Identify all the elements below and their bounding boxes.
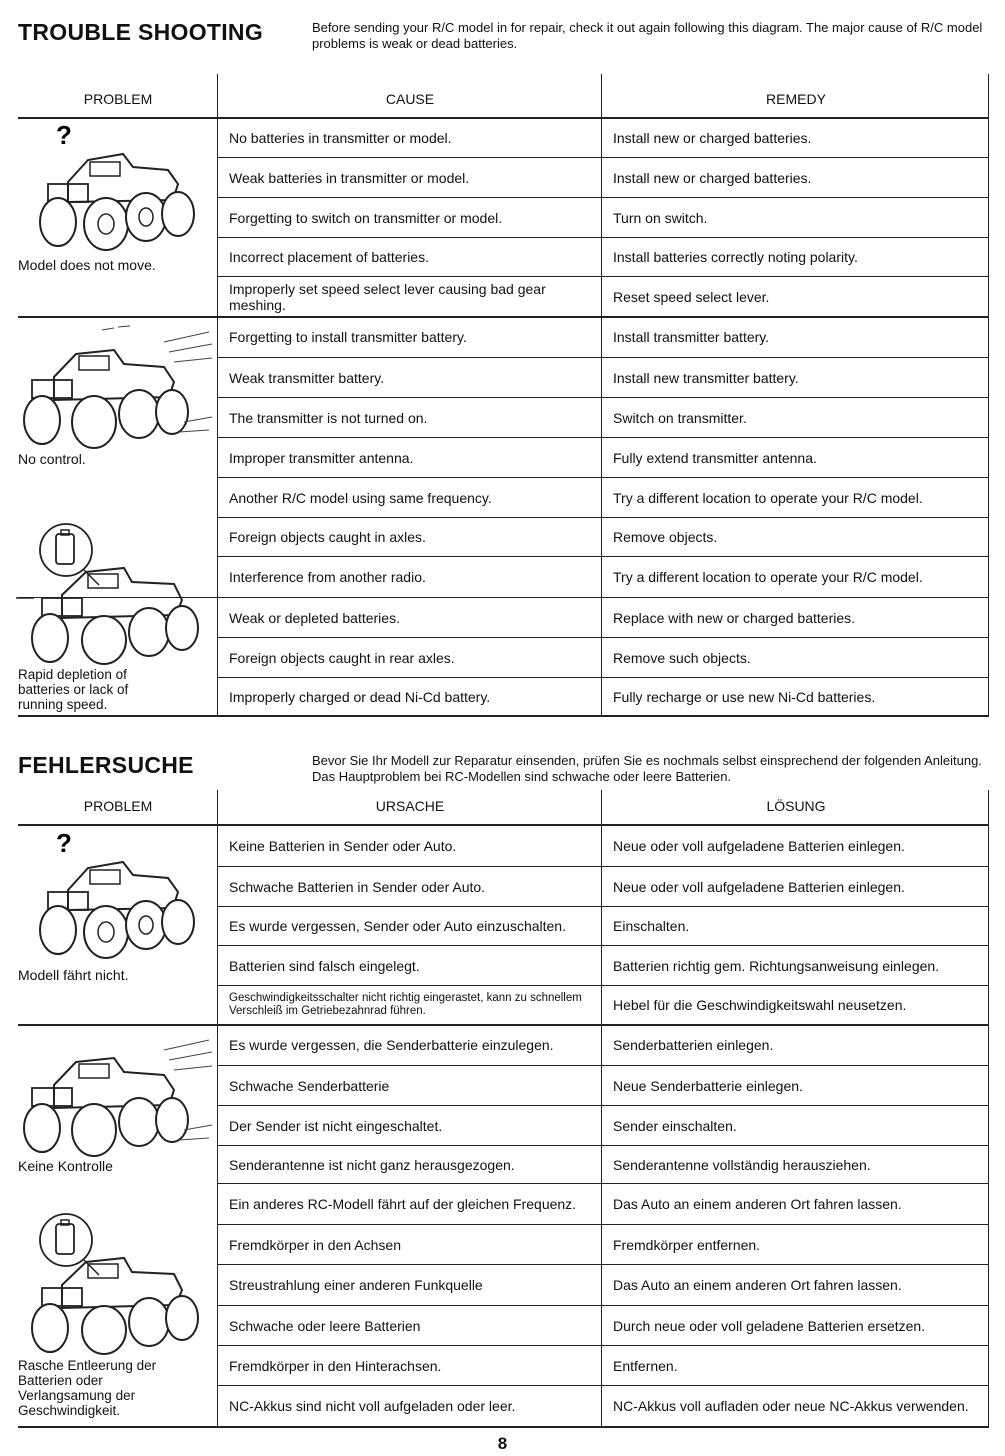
remedy-cell: Replace with new or charged batteries. [613, 609, 856, 626]
german-header-remedy: LÖSUNG [766, 798, 826, 814]
cause-cell: Interference from another radio. [229, 569, 426, 585]
cause-cell: Es wurde vergessen, die Senderbatterie einzulegen. [229, 1037, 554, 1053]
german-problem-label: Rasche Entleerung der Batterien oder Verlangsamung der Geschwindigkeit. [18, 1358, 157, 1418]
german-col-divider-1 [217, 790, 218, 1428]
cause-cell: Foreign objects caught in axles. [229, 529, 426, 545]
cause-cell: Geschwindigkeitsschalter nicht richtig eingerastet, kann zu schnellem Verschleiß im Getriebezahnrad führen. [229, 992, 582, 1017]
remedy-cell: Das Auto an einem anderen Ort fahren lassen. [613, 1277, 902, 1293]
german-problem-label: Modell fährt nicht. [18, 967, 129, 983]
english-header-problem: PROBLEM [83, 91, 153, 107]
german-bottom-line [18, 1426, 989, 1428]
truck-question-icon [28, 830, 198, 960]
cause-cell: Der Sender ist nicht eingeschaltet. [229, 1117, 443, 1134]
cause-cell: The transmitter is not turned on. [229, 409, 428, 426]
remedy-cell: Neue oder voll aufgeladene Batterien einlegen. [613, 878, 905, 895]
cause-cell: Schwache Senderbatterie [229, 1077, 390, 1094]
svg-text:?: ? [56, 122, 72, 150]
remedy-cell: Fully recharge or use new Ni-Cd batteries. [613, 688, 876, 705]
german-title: FEHLERSUCHE [18, 752, 194, 778]
cause-cell: Foreign objects caught in rear axles. [229, 649, 455, 666]
remedy-cell: Fremdkörper entfernen. [613, 1236, 761, 1253]
english-bottom-line [18, 715, 989, 717]
truck-question-icon [28, 122, 198, 252]
cause-cell: Schwache Batterien in Sender oder Auto. [229, 878, 486, 895]
remedy-cell: Durch neue oder voll geladene Batterien ersetzen. [613, 1317, 926, 1334]
remedy-cell: Senderbatterien einlegen. [613, 1037, 774, 1053]
german-intro: Bevor Sie Ihr Modell zur Reparatur einsenden, prüfen Sie es nochmals selbst einsprechend der folgenden Anleitung. Das Hauptproblem bei RC-Modellen sind schwache oder leere Batterien. [312, 753, 982, 784]
german-problem-label: Keine Kontrolle [18, 1158, 113, 1174]
cause-cell: Streustrahlung einer anderen Funkquelle [229, 1277, 483, 1293]
cause-cell: Senderantenne ist nicht ganz herausgezogen. [229, 1156, 515, 1173]
english-col-divider-1 [217, 74, 218, 717]
cause-cell: Incorrect placement of batteries. [229, 249, 429, 265]
truck-battery-icon [14, 1210, 214, 1355]
remedy-cell: Try a different location to operate your R/C model. [613, 569, 923, 585]
english-problem-label: No control. [18, 451, 86, 467]
remedy-cell: Neue oder voll aufgeladene Batterien einlegen. [613, 838, 905, 854]
page-number: 8 [497, 1434, 508, 1453]
cause-cell: Weak transmitter battery. [229, 369, 385, 386]
cause-cell: Improper transmitter antenna. [229, 449, 414, 466]
cause-cell: NC-Akkus sind nicht voll aufgeladen oder leer. [229, 1398, 516, 1414]
german-header-cause: URSACHE [375, 798, 445, 814]
cause-cell: No batteries in transmitter or model. [229, 130, 452, 146]
remedy-cell: Remove objects. [613, 529, 718, 545]
cause-cell: Weak or depleted batteries. [229, 609, 400, 626]
remedy-cell: Senderantenne vollständig herausziehen. [613, 1156, 871, 1173]
remedy-cell: NC-Akkus voll aufladen oder neue NC-Akkus verwenden. [613, 1398, 969, 1414]
remedy-cell: Install new transmitter battery. [613, 369, 799, 386]
remedy-cell: Das Auto an einem anderen Ort fahren lassen. [613, 1196, 902, 1212]
remedy-cell: Reset speed select lever. [613, 288, 770, 305]
cause-cell: Forgetting to switch on transmitter or model. [229, 209, 503, 226]
cause-cell: Fremdkörper in den Hinterachsen. [229, 1357, 442, 1374]
remedy-cell: Batterien richtig gem. Richtungsanweisung einlegen. [613, 957, 940, 974]
cause-cell: Es wurde vergessen, Sender oder Auto einzuschalten. [229, 918, 566, 934]
remedy-cell: Fully extend transmitter antenna. [613, 449, 817, 466]
remedy-cell: Try a different location to operate your R/C model. [613, 489, 923, 506]
english-right-border [988, 74, 989, 717]
remedy-cell: Switch on transmitter. [613, 409, 747, 426]
english-header-cause: CAUSE [385, 91, 435, 107]
english-col-divider-2 [601, 74, 602, 717]
cause-cell: Batterien sind falsch eingelegt. [229, 957, 420, 974]
truck-motion-icon [14, 322, 214, 450]
remedy-cell: Install batteries correctly noting polarity. [613, 249, 858, 265]
english-intro: Before sending your R/C model in for repair, check it out again following this diagram. The major cause of R/C model problems is weak or dead batteries. [312, 20, 983, 51]
remedy-cell: Install transmitter battery. [613, 329, 770, 345]
cause-cell: Ein anderes RC-Modell fährt auf der gleichen Frequenz. [229, 1196, 577, 1212]
cause-cell: Schwache oder leere Batterien [229, 1317, 421, 1334]
english-problem-label: Rapid depletion of batteries or lack of running speed. [18, 667, 129, 712]
cause-cell: Improperly charged or dead Ni-Cd battery. [229, 688, 491, 705]
remedy-cell: Turn on switch. [613, 209, 708, 226]
remedy-cell: Neue Senderbatterie einlegen. [613, 1077, 803, 1094]
cause-cell: Fremdkörper in den Achsen [229, 1236, 401, 1253]
english-problem-label: Model does not move. [18, 257, 156, 273]
cause-cell: Weak batteries in transmitter or model. [229, 169, 470, 186]
svg-text:?: ? [56, 830, 72, 858]
truck-motion-icon [14, 1030, 214, 1158]
truck-battery-icon [14, 520, 214, 665]
cause-cell: Improperly set speed select lever causing bad gear meshing. [229, 280, 546, 313]
remedy-cell: Entfernen. [613, 1357, 678, 1374]
cause-cell: Keine Batterien in Sender oder Auto. [229, 838, 457, 854]
remedy-cell: Install new or charged batteries. [613, 169, 812, 186]
german-header-problem: PROBLEM [83, 798, 153, 814]
remedy-cell: Hebel für die Geschwindigkeitswahl neusetzen. [613, 997, 907, 1013]
remedy-cell: Einschalten. [613, 918, 690, 934]
german-right-border [988, 790, 989, 1428]
remedy-cell: Remove such objects. [613, 649, 751, 666]
remedy-cell: Sender einschalten. [613, 1117, 737, 1134]
cause-cell: Another R/C model using same frequency. [229, 489, 492, 506]
english-title: TROUBLE SHOOTING [18, 19, 264, 45]
cause-cell: Forgetting to install transmitter battery. [229, 329, 467, 345]
remedy-cell: Install new or charged batteries. [613, 130, 812, 146]
english-header-remedy: REMEDY [766, 91, 826, 107]
german-col-divider-2 [601, 790, 602, 1428]
